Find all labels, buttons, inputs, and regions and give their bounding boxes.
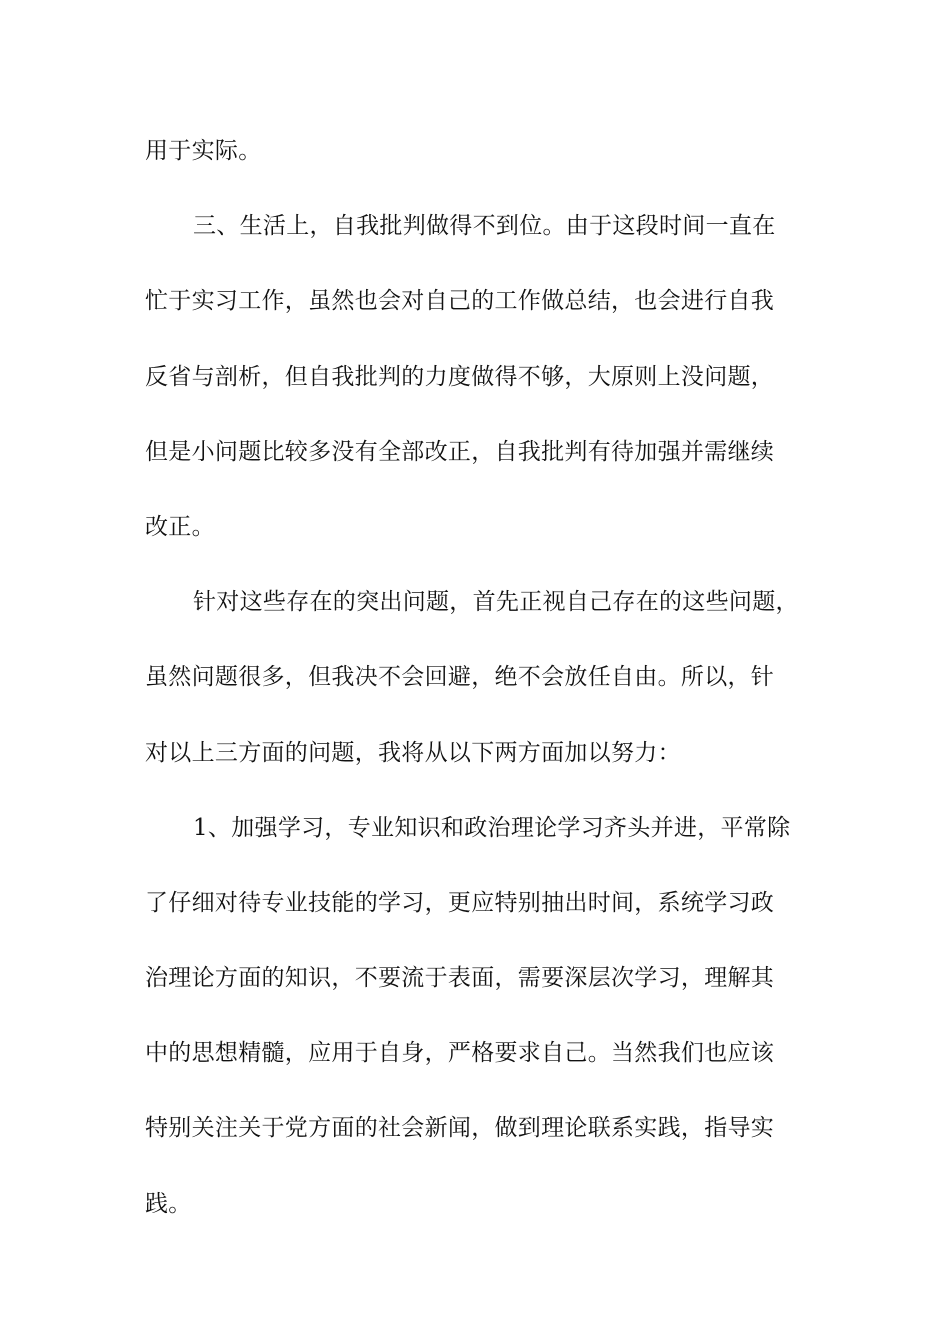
text-line: 用于实际。 xyxy=(145,138,262,164)
text-line: 中的思想精髓，应用于自身，严格要求自己。当然我们也应该 xyxy=(145,1040,775,1067)
text-line: 忙于实习工作，虽然也会对自己的工作做总结，也会进行自我 xyxy=(145,288,775,315)
paragraph-start: 针对这些存在的突出问题，首先正视自己存在的这些问题， xyxy=(193,589,799,616)
text-line: 特别关注关于党方面的社会新闻，做到理论联系实践，指导实 xyxy=(145,1115,775,1142)
text-line: 改正。 xyxy=(145,513,215,540)
paragraph-start: 1、加强学习，专业知识和政治理论学习齐头并进，平常除 xyxy=(193,814,791,841)
text-line: 但是小问题比较多没有全部改正，自我批判有待加强并需继续 xyxy=(145,438,775,465)
text-line: 治理论方面的知识，不要流于表面，需要深层次学习，理解其 xyxy=(145,965,775,992)
text-line: 虽然问题很多，但我决不会回避，绝不会放任自由。所以，针 xyxy=(145,664,775,691)
text-line: 践。 xyxy=(145,1190,192,1217)
paragraph-start: 三、生活上，自我批判做得不到位。由于这段时间一直在 xyxy=(193,213,776,240)
text-line: 了仔细对待专业技能的学习，更应特别抽出时间，系统学习政 xyxy=(145,889,775,916)
text-line: 反省与剖析，但自我批判的力度做得不够，大原则上没问题， xyxy=(145,363,775,390)
text-line: 对以上三方面的问题，我将从以下两方面加以努力： xyxy=(145,739,681,766)
